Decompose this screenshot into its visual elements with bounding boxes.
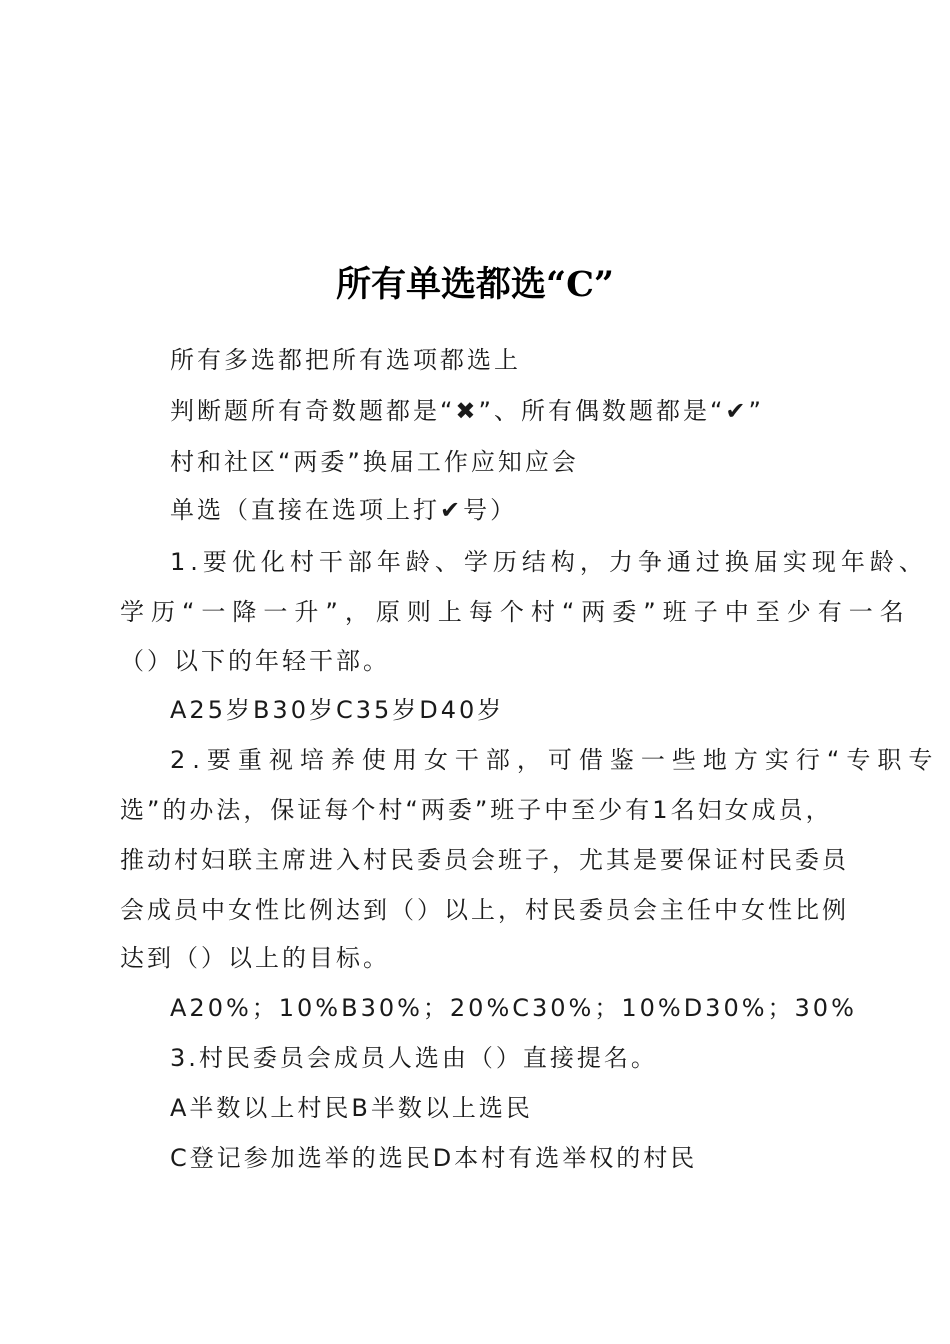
single-choice-heading: 单选（直接在选项上打✔号） — [170, 496, 518, 524]
question-1-line-3: （）以下的年轻干部。 — [120, 647, 390, 675]
document-title: 所有单选都选“C” — [335, 264, 615, 305]
section-heading: 村和社区“两委”换届工作应知应会 — [170, 448, 579, 476]
question-1-line-2: 学历“一降一升”，原则上每个村“两委”班子中至少有一名 — [120, 598, 911, 626]
question-2-line-3: 推动村妇联主席进入村民委员会班子，尤其是要保证村民委员 — [120, 846, 849, 874]
question-1-line-1: 1.要优化村干部年龄、学历结构，力争通过换届实现年龄、 — [170, 548, 928, 576]
question-2-line-4: 会成员中女性比例达到（）以上，村民委员会主任中女性比例 — [120, 896, 849, 924]
instruction-true-false: 判断题所有奇数题都是“✖”、所有偶数题都是“✔” — [170, 397, 764, 425]
question-2-line-5: 达到（）以上的目标。 — [120, 944, 390, 972]
question-2-line-2: 选”的办法，保证每个村“两委”班子中至少有1名妇女成员， — [120, 796, 833, 824]
question-2-line-1: 2.要重视培养使用女干部，可借鉴一些地方实行“专职专 — [170, 746, 940, 774]
question-3-options-1: A半数以上村民B半数以上选民 — [170, 1094, 533, 1122]
question-1-options: A25岁B30岁C35岁D40岁 — [170, 696, 505, 724]
instruction-multi-choice: 所有多选都把所有选项都选上 — [170, 346, 521, 374]
question-2-options: A20%；10%B30%；20%C30%；10%D30%；30% — [170, 994, 857, 1022]
question-3-options-2: C登记参加选举的选民D本村有选举权的村民 — [170, 1144, 698, 1172]
question-3-line-1: 3.村民委员会成员人选由（）直接提名。 — [170, 1044, 658, 1072]
